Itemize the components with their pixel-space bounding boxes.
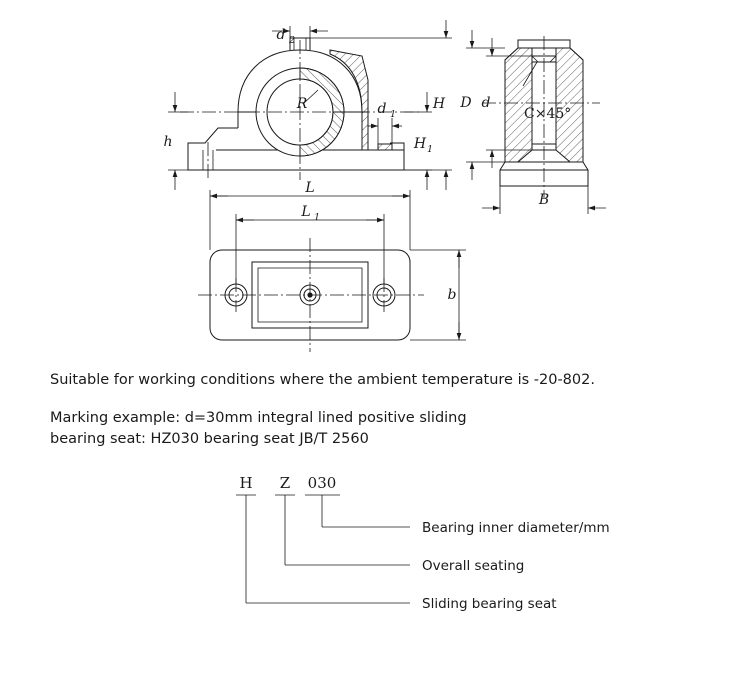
temperature-note: Suitable for working conditions where the ambient temperature is -20-802. [50,372,595,388]
label-d: d [481,95,491,111]
top-view [198,180,466,352]
label-L1-sub: 1 [314,212,321,223]
label-chamfer: C×45° [524,106,572,122]
label-B: B [538,192,550,208]
marking-example [50,408,467,450]
code-desc-H: Sliding bearing seat [422,596,557,612]
label-L1: L [301,204,311,220]
code-segment-030: 030 [307,474,337,492]
label-d1-sub: 1 [390,109,397,120]
code-breakdown-diagram [0,462,740,642]
label-H: H [432,96,446,112]
code-desc-Z: Overall seating [422,558,525,574]
marking-line-1: Marking example: d=30mm integral lined positive sliding [50,410,467,426]
label-H1-sub: 1 [427,144,434,155]
label-d2-sub: 2 [289,35,296,46]
label-L: L [305,180,315,196]
marking-line-2: bearing seat: HZ030 bearing seat JB/T 2560 [50,431,369,448]
label-d2: d [276,27,286,43]
code-desc-030: Bearing inner diameter/mm [422,520,610,536]
label-b: b [447,287,457,303]
label-d1: d [377,101,387,117]
label-h: h [163,134,173,150]
side-view [459,30,606,214]
code-segment-H: H [239,474,253,492]
label-R: R [296,96,308,112]
label-H1: H [413,136,427,152]
label-D: D [460,95,472,111]
code-segment-Z: Z [279,474,291,492]
front-view [163,20,452,190]
